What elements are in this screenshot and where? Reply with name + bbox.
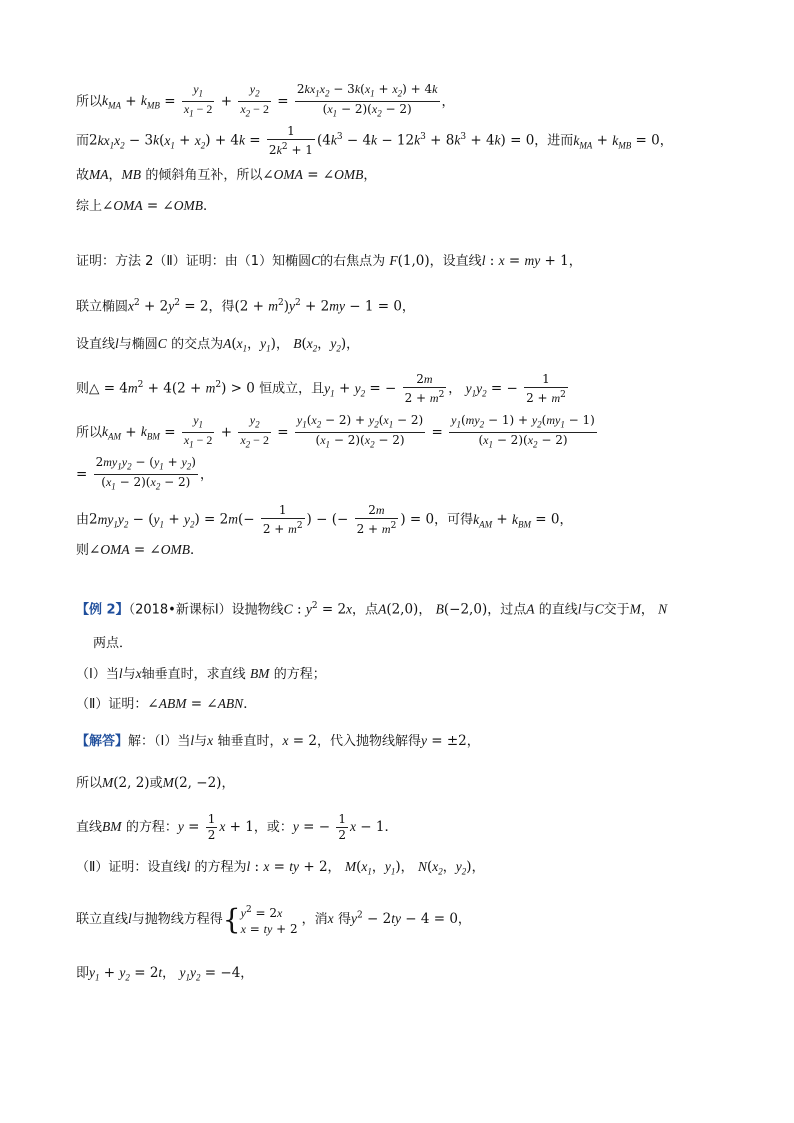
answer-part-1: 【解答】解：（Ⅰ）当l与x 轴垂直时，x = 2，代入抛物线解得y = ±2， (76, 733, 480, 749)
t-from: 由 (76, 512, 90, 528)
t-so-2: 所以 (76, 425, 103, 441)
example-label: 【例 2】 (76, 602, 129, 618)
t-withell: 与椭圆 (118, 337, 158, 352)
t-q1b: 与 (122, 667, 136, 682)
line-system: 联立直线l与抛物线方程得{ $y^2 = 2x$ x = ty + 2 ，消x 得$y^2 - 2ty - 4 = 0$， (76, 902, 471, 936)
line-supplementary: 故MA，MB 的倾斜角互补，所以∠OMA = ∠OMB， (76, 167, 377, 183)
t-get: ，得 (208, 299, 235, 315)
line-intersections: 设直线l与椭圆C 的交点为$A(x_1$，$y_1$)， $B(x_2$，$y_2$)， (76, 336, 360, 354)
t-then-2: 则 (76, 543, 90, 558)
t-inter: 的交点为 (171, 337, 224, 352)
t-bmeq: 直线 (76, 820, 103, 835)
line-bm-equation: 直线BM 的方程：y = $\frac{1}{2}$ x + 1，或：y = − $\frac{1}{2}$ x − 1． (76, 812, 398, 842)
t-p2intro: （Ⅱ）证明：设直线 (76, 860, 187, 875)
t-namely: 即 (76, 966, 90, 981)
t-supp: 的倾斜角互补，所以 (145, 168, 263, 183)
t-ansyu: 与 (194, 734, 208, 749)
answer-label: 【解答】 (76, 734, 129, 749)
t-focus: 的右焦点为 (320, 254, 386, 269)
line-method2: 证明：方法 2（Ⅱ）证明：由（1）知椭圆C的右焦点为 F(1,0)，设直线l : x = my + 1， (76, 253, 582, 269)
t-summary: 综上 (76, 199, 103, 214)
line-vieta: 即$y_1 + y_2 = 2t$， $y_1y_2 = -4$， (76, 965, 254, 983)
t-ansintro: 解：（Ⅰ）当 (128, 734, 191, 749)
t-or: 或 (149, 776, 163, 791)
t-ex2line: 的直线 (538, 602, 578, 618)
t-combine: 联立椭圆 (76, 299, 129, 315)
t-ansperp: 轴垂直时， (217, 734, 283, 749)
line-numerator-zero: 而$2kx_1x_2 - 3k(x_1 + x_2) + 4k$ = $\frac{1}{2k^2 + 1}$ $(4k^3 - 4k - 12k^3 + 8k^3 + 4k) = 0$，进而$k_{MA} + k_{MB} = 0$， (76, 124, 673, 157)
t-gu: 故 (76, 168, 90, 183)
t-ex2meet: 交于 (603, 602, 630, 618)
example-2-statement: 【例 2】（2018•新课标Ⅰ）设抛物线C : $y^2 = 2x$，点A(2,0)， B(−2,0)，过点A 的直线l与C交于M， N (76, 601, 668, 618)
t-ex2thr: ，过点 (487, 602, 527, 618)
t-or2: ，或： (253, 820, 293, 835)
t-always: 恒成立，且 (259, 381, 325, 397)
line-summary: 综上∠OMA = ∠OMB． (76, 198, 217, 214)
t-q2: （Ⅱ）证明： (76, 697, 148, 712)
example-2-cont (93, 633, 132, 654)
t-and: 而 (76, 133, 90, 149)
answer-part-2: （Ⅱ）证明：设直线l 的方程为l : x = ty + 2， $M(x_1$，$y_1$)， $N(x_2$，$y_2$)， (76, 859, 485, 877)
line-simplified: = $\frac{2my_1y_2 - (y_1 + y_2)}{(x_1 - 2)(x_2 - 2)}$ ， (76, 455, 213, 492)
t-then-er: ，进而 (534, 133, 574, 149)
t-proof2: 证明：方法 2（Ⅱ）证明：由（1）知椭圆 (76, 254, 312, 269)
t-canget: ，可得 (434, 512, 474, 528)
t-combline: 联立直线 (76, 912, 129, 927)
t-so-3: 所以 (76, 776, 103, 791)
line-from-zero: 由$2my_1y_2 - (y_1 + y_2) = 2m(-$ $\frac{1}{2 + m^2}$ ) − (− $\frac{2m}{2 + m^2}$ ) = 0，可得$k_{AM} + k_{BM} = 0$， (76, 503, 573, 536)
question-1: （Ⅰ）当l与x轴垂直时，求直线 BM 的方程； (76, 666, 326, 682)
t-setl: 设直线 (76, 337, 116, 352)
t-then: 则 (76, 381, 90, 397)
t-q1: （Ⅰ）当 (76, 667, 119, 682)
t-withpar: 与抛物线方程得 (131, 912, 223, 927)
line-combine-ellipse: 联立椭圆$x^2 + 2y^2 = 2$，得$(2 + m^2)y^2 + 2my - 1 = 0$， (76, 298, 415, 315)
line-kma-kmb: 所以$k_{MA} + k_{MB}$ = $\frac{y_1}{x_1 - 2}$ + $\frac{y_2}{x_2 - 2}$ = $\frac{2kx_1x_2 - 3k(x_1 + x_2) + 4k}{(x_1 - 2)(x_2 - 2)}$ ， (76, 82, 455, 119)
t-anssub: ，代入抛物线解得 (316, 734, 421, 749)
line-conclusion: 则∠OMA = ∠OMB． (76, 542, 204, 558)
line-discriminant: 则△ = $4m^2 + 4(2 + m^2) > 0$ 恒成立，且$y_1 + y_2$ = − $\frac{2m}{2 + m^2}$ ， $y_1y_2$ = − $\frac{1}{2 + m^2}$ (76, 372, 566, 405)
t-q1c: 轴垂直时，求直线 (141, 667, 246, 682)
t-q1d: 的方程； (273, 667, 326, 682)
t-ex2pt: ，点 (352, 602, 379, 618)
t-ex2with: 与 (581, 602, 595, 618)
t-elim2: 得 (337, 912, 351, 927)
line-points-m: 所以M(2, 2)或M(2, −2)， (76, 775, 235, 791)
t-p2eq: 的方程为 (194, 860, 247, 875)
question-2: （Ⅱ）证明：∠ABM = ∠ABN． (76, 696, 257, 712)
t-elim: ，消 (301, 912, 328, 927)
t-twopoints: 两点． (93, 636, 133, 651)
t-bmeq2: 的方程： (125, 820, 178, 835)
t-ex2src: （2018•新课标Ⅰ）设抛物线 (128, 602, 284, 618)
t-so-1: 所以 (76, 94, 103, 110)
line-kam-kbm: 所以$k_{AM} + k_{BM}$ = $\frac{y_1}{x_1 - 2}$ + $\frac{y_2}{x_2 - 2}$ = $\frac{y_1(x_2 - 2) + y_2(x_1 - 2)}{(x_1 - 2)(x_2 - 2)}$ = $\frac{y_1(my_2 - 1) + y_2(my_1 - 1)}{(x_1 - 2)(x_2 - 2)}$ (76, 413, 595, 450)
t-setline: ，设直线 (429, 254, 482, 269)
